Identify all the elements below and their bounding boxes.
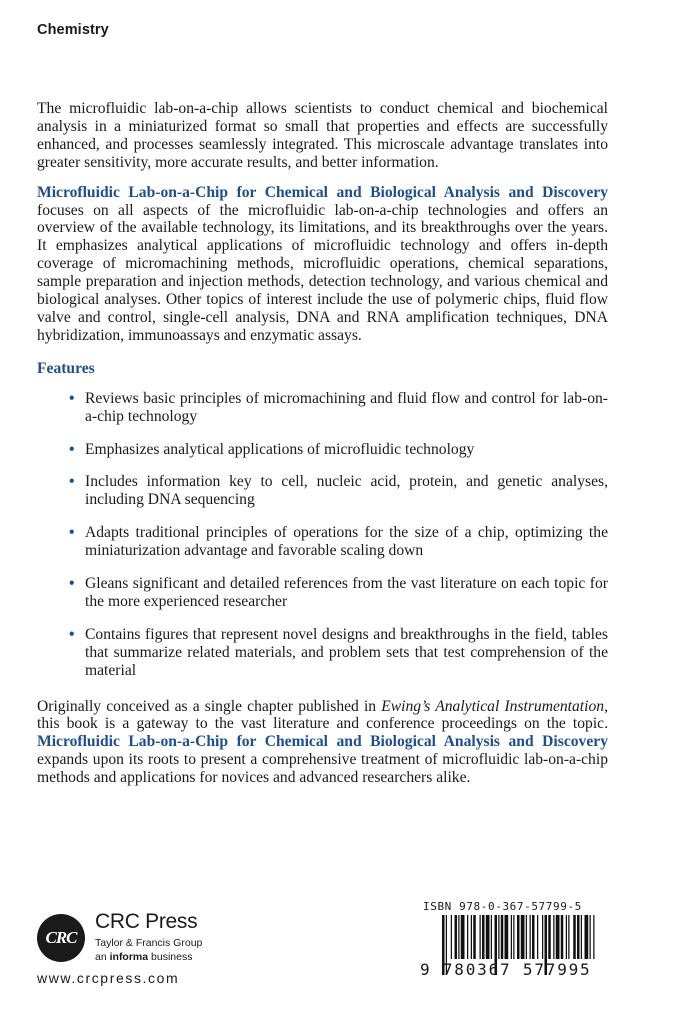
bullet-icon: • [69, 524, 75, 542]
features-list [37, 390, 608, 680]
publisher-name: CRC Press [95, 910, 198, 933]
intro-paragraph: The microfluidic lab-on-a-chip allows scientists to conduct chemical and biochemical analysis in a miniaturized format so small that properties and effects are successfully enhanced, and processes seamlessly integrated. This microscale advantage translates into greater sensitivity, more accurate results, and better information. [37, 100, 608, 171]
feature-text: Adapts traditional principles of operations for the size of a chip, optimizing the miniaturization advantage and favorable scaling down [85, 524, 608, 560]
book-title-highlight: Microfluidic Lab-on-a-Chip for Chemical and Biological Analysis and Discovery [37, 733, 608, 751]
bullet-icon: • [69, 625, 75, 643]
feature-item [37, 575, 608, 611]
closing-text-3: expands upon its roots to present a comprehensive treatment of microfluidic lab-on-a-chip methods and applications for novices and advanced researchers alike. [37, 751, 608, 787]
feature-item [37, 441, 608, 459]
feature-item [37, 390, 608, 426]
feature-item [37, 626, 608, 680]
feature-text: Gleans significant and detailed references from the vast literature on each topic for the more experienced researcher [85, 575, 608, 610]
closing-text-2: , this book is a gateway to the vast literature and conference proceedings on the topic. [37, 697, 608, 733]
crc-logo-icon: CRC [37, 914, 85, 962]
referenced-book-title: Ewing’s Analytical Instrumentation [381, 697, 605, 715]
feature-text: Includes information key to cell, nucleic acid, protein, and genetic analyses, including DNA sequencing [85, 473, 608, 509]
feature-item [37, 524, 608, 560]
category-label: Chemistry [37, 22, 109, 38]
isbn-label: ISBN 978-0-367-57799-5 [423, 900, 582, 913]
features-heading: Features [37, 359, 95, 377]
publisher-group: Taylor & Francis Group [95, 937, 203, 949]
feature-item [37, 473, 608, 509]
description-paragraph [37, 184, 608, 345]
business-suffix: business [148, 951, 193, 963]
bullet-icon: • [69, 389, 75, 407]
closing-text-1: Originally conceived as a single chapter published in [37, 697, 382, 715]
bullet-icon: • [69, 575, 75, 593]
book-title-highlight: Microfluidic Lab-on-a-Chip for Chemical and Biological Analysis and Discovery [37, 183, 608, 201]
publisher-logo [37, 910, 277, 990]
bullet-icon: • [69, 473, 75, 491]
description-text: focuses on all aspects of the microfluidic lab-on-a-chip technologies and offers an overview of the available technology, its limitations, and its breakthroughs over the years. It emphasizes analytical applications of microfluidic technology and offers in-depth coverage of micromachining methods, microfluidic operations, chemical separations, sample preparation and injection methods, detection technology, and various chemical and biological analyses. Other topics of interest include the use of polymeric chips, fluid flow valve and control, single-cell analysis, DNA and RNA amplification techniques, DNA hybridization, immunoassays and enzymatic assays. [37, 201, 608, 344]
isbn-barcode [420, 900, 600, 992]
bullet-icon: • [69, 440, 75, 458]
feature-text: Reviews basic principles of micromachining and fluid flow and control for lab-on-a-chip technology [85, 389, 608, 425]
feature-text: Emphasizes analytical applications of microfluidic technology [85, 440, 475, 458]
business-brand: informa [109, 951, 149, 963]
barcode-digits: 9 780367 577995 [420, 960, 592, 979]
publisher-business [95, 951, 192, 963]
back-cover-text [37, 100, 608, 787]
publisher-url: www.crcpress.com [37, 970, 180, 986]
business-prefix: an [95, 951, 110, 963]
closing-paragraph [37, 698, 608, 788]
feature-text: Contains figures that represent novel designs and breakthroughs in the field, tables that summarize related materials, and problem sets that test comprehension of the material [85, 625, 608, 679]
